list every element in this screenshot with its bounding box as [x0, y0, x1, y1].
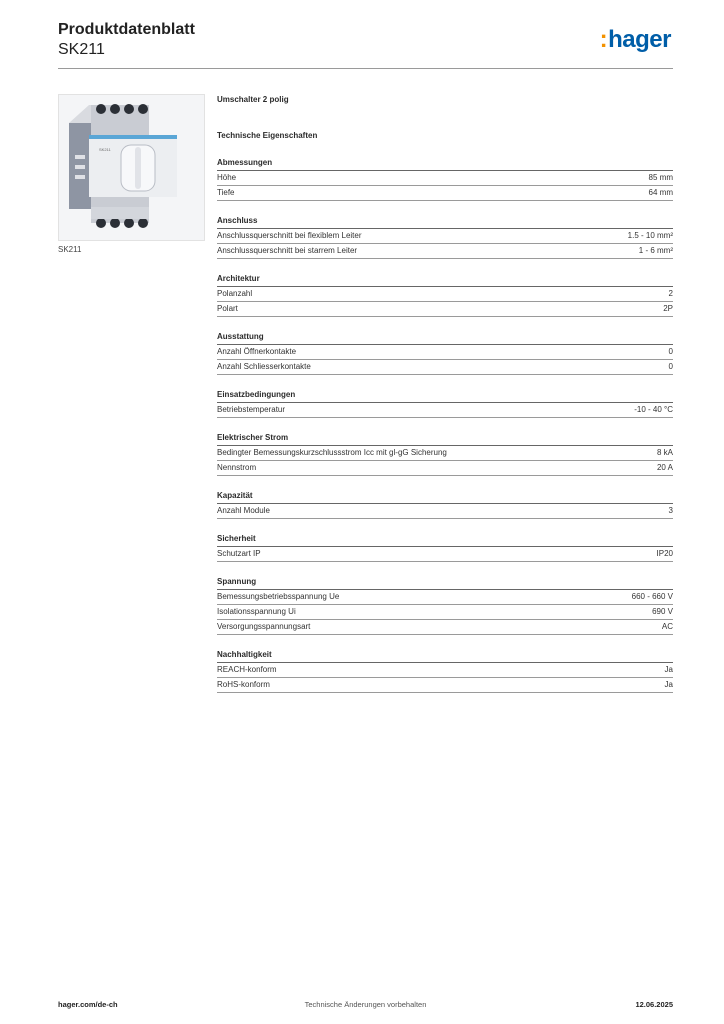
spec-value: 2: [668, 289, 673, 298]
spec-section: [217, 490, 673, 519]
spec-section: [217, 157, 673, 201]
spec-row: [217, 547, 673, 562]
section-title: Abmessungen: [217, 157, 673, 171]
spec-row: [217, 287, 673, 302]
spec-label: Nennstrom: [217, 463, 257, 472]
spec-section: [217, 432, 673, 476]
spec-value: 1.5 - 10 mm²: [627, 231, 673, 240]
document-subtitle: SK211: [58, 41, 105, 58]
switch-device-illustration: [59, 95, 204, 240]
technical-properties-heading: Technische Eigenschaften: [217, 131, 318, 140]
spec-value: 3: [668, 506, 673, 515]
section-title: Einsatzbedingungen: [217, 389, 673, 403]
spec-value: 0: [668, 347, 673, 356]
spec-row: [217, 504, 673, 519]
spec-row: [217, 620, 673, 635]
header-divider: [58, 68, 673, 69]
spec-label: Anzahl Öffnerkontakte: [217, 347, 297, 356]
spec-row: [217, 678, 673, 693]
spec-label: Schutzart IP: [217, 549, 261, 558]
svg-text:SK211: SK211: [99, 147, 111, 152]
spec-section: [217, 215, 673, 259]
spec-value: 1 - 6 mm²: [638, 246, 673, 255]
spec-value: 2P: [663, 304, 673, 313]
spec-label: Tiefe: [217, 188, 235, 197]
spec-row: [217, 302, 673, 317]
document-title: Produktdatenblatt: [58, 21, 195, 38]
spec-label: Anschlussquerschnitt bei starrem Leiter: [217, 246, 358, 255]
footer-date: 12.06.2025: [635, 1000, 673, 1009]
spec-value: 8 kA: [656, 448, 673, 457]
spec-row: [217, 186, 673, 201]
spec-label: Isolationsspannung Ui: [217, 607, 296, 616]
spec-label: Anschlussquerschnitt bei flexiblem Leiter: [217, 231, 362, 240]
section-title: Anschluss: [217, 215, 673, 229]
spec-value: 690 V: [652, 607, 673, 616]
spec-value: 660 - 660 V: [631, 592, 673, 601]
section-title: Nachhaltigkeit: [217, 649, 673, 663]
spec-row: [217, 663, 673, 678]
spec-label: Höhe: [217, 173, 237, 182]
section-title: Ausstattung: [217, 331, 673, 345]
spec-content: [217, 94, 673, 707]
spec-value: AC: [661, 622, 673, 631]
hager-logo: :hager: [599, 26, 671, 53]
spec-section: [217, 533, 673, 562]
spec-section: [217, 273, 673, 317]
product-name: Umschalter 2 polig: [217, 95, 289, 104]
spec-row: [217, 171, 673, 186]
spec-label: Versorgungsspannungsart: [217, 622, 311, 631]
spec-label: REACH-konform: [217, 665, 277, 674]
section-title: Kapazität: [217, 490, 673, 504]
spec-value: 20 A: [656, 463, 673, 472]
spec-row: [217, 345, 673, 360]
spec-value: 64 mm: [648, 188, 673, 197]
footer-disclaimer: Technische Änderungen vorbehalten: [304, 1000, 427, 1009]
spec-row: [217, 244, 673, 259]
spec-row: [217, 360, 673, 375]
spec-label: Anzahl Schliesserkontakte: [217, 362, 311, 371]
spec-value: Ja: [664, 680, 673, 689]
spec-row: [217, 590, 673, 605]
spec-value: 85 mm: [648, 173, 673, 182]
spec-label: Polanzahl: [217, 289, 253, 298]
section-title: Architektur: [217, 273, 673, 287]
spec-label: Betriebstemperatur: [217, 405, 286, 414]
page-header: [58, 20, 673, 68]
spec-row: [217, 605, 673, 620]
spec-label: Anzahl Module: [217, 506, 270, 515]
spec-label: RoHS-konform: [217, 680, 270, 689]
spec-value: 0: [668, 362, 673, 371]
spec-row: [217, 446, 673, 461]
spec-row: [217, 229, 673, 244]
spec-section: [217, 389, 673, 418]
section-title: Sicherheit: [217, 533, 673, 547]
section-title: Elektrischer Strom: [217, 432, 673, 446]
spec-section: [217, 649, 673, 693]
section-title: Spannung: [217, 576, 673, 590]
spec-label: Bemessungsbetriebsspannung Ue: [217, 592, 340, 601]
spec-value: -10 - 40 °C: [634, 405, 673, 414]
spec-sections: [217, 157, 673, 693]
footer-website[interactable]: hager.com/de-ch: [58, 1000, 118, 1009]
product-image: [58, 94, 205, 241]
spec-value: IP20: [656, 549, 673, 558]
spec-row: [217, 461, 673, 476]
spec-value: Ja: [664, 665, 673, 674]
spec-label: Bedingter Bemessungskurzschlussstrom Icc mit gl-gG Sicherung: [217, 448, 447, 457]
spec-section: [217, 331, 673, 375]
image-caption: SK211: [58, 245, 82, 254]
spec-label: Polart: [217, 304, 238, 313]
spec-row: [217, 403, 673, 418]
spec-section: [217, 576, 673, 635]
